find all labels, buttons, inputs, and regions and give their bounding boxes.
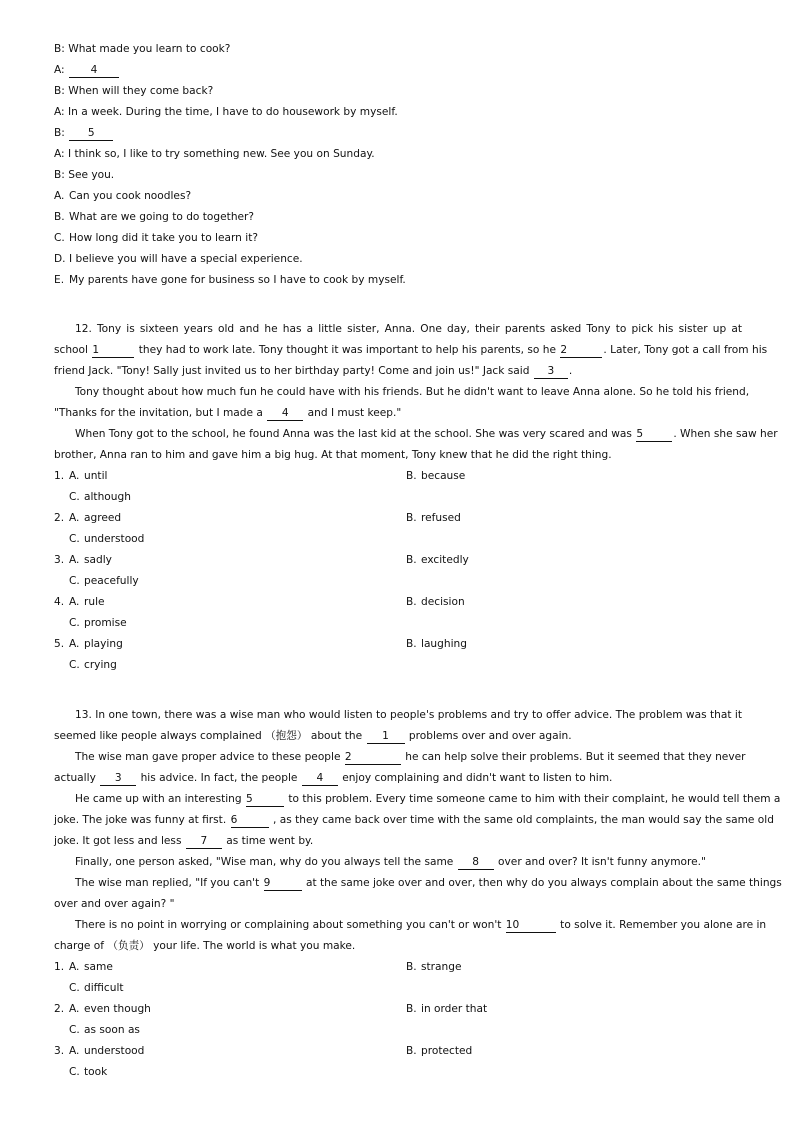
answer-blank[interactable]: 3 [100,772,136,786]
option-c[interactable]: C. although [69,491,131,503]
dialogue-text: What made you learn to cook? [68,43,231,55]
option-c[interactable]: C. difficult [69,982,124,994]
answer-blank[interactable]: 5 [69,127,113,141]
option-letter: E. [54,274,65,286]
answer-blank[interactable]: 6 [231,814,269,828]
option-text: How long did it take you to learn it? [69,232,258,244]
dialogue-line [54,105,398,119]
dialogue-line [54,63,120,78]
dialogue-text: See you. [68,169,115,181]
option-letter: A. [54,190,65,202]
passage-line: Tony thought about how much fun he could have with his friends. But he didn't want to leave Anna alone. So he told his friend, [75,386,750,398]
dialogue-line [54,168,114,182]
option-c[interactable]: C. understood [69,533,145,545]
option-b[interactable]: B. because [406,470,466,482]
option-letter: D. [54,253,66,265]
passage-line: Finally, one person asked, "Wise man, why do you always tell the same 8 over and over? It isn't funny anymore." [75,856,706,868]
answer-blank[interactable]: 1 [92,344,134,358]
dialogue-option[interactable] [54,231,258,245]
passage-line: seemed like people always complained （抱怨） about the 1 problems over and over again. [54,730,572,742]
passage-line: brother, Anna ran to him and gave him a big hug. At that moment, Tony knew that he did the right thing. [54,449,612,461]
option-b[interactable]: B. laughing [406,638,467,650]
passage-line: joke. It got less and less 7 as time went by. [54,835,314,847]
option-letter: C. [54,232,65,244]
speaker: B: [54,43,65,55]
option-b[interactable]: B. decision [406,596,465,608]
option-b[interactable]: B. protected [406,1045,473,1057]
passage-line: over and over again? " [54,898,175,910]
option-a[interactable]: 3. A. understood [54,1045,145,1057]
passage-line: He came up with an interesting 5 to this problem. Every time someone came to him with their complaint, he would tell them a [75,793,781,805]
option-c[interactable]: C. promise [69,617,127,629]
option-text: My parents have gone for business so I have to cook by myself. [69,274,406,286]
option-a[interactable]: 3. A. sadly [54,554,112,566]
dialogue-text: When will they come back? [68,85,214,97]
answer-blank[interactable]: 5 [246,793,284,807]
answer-blank[interactable]: 4 [69,64,119,78]
passage-line: 12. Tony is sixteen years old and he has a little sister, Anna. One day, their parents asked Tony to pick his sister up at [75,323,742,335]
answer-blank[interactable]: 3 [534,365,568,379]
option-c[interactable]: C. took [69,1066,108,1078]
option-text: Can you cook noodles? [69,190,192,202]
passage-line: There is no point in worrying or complaining about something you can't or won't 10 to solve it. Remember you alone are in [75,919,767,931]
speaker: A: [54,106,65,118]
option-b[interactable]: B. in order that [406,1003,488,1015]
answer-blank[interactable]: 10 [506,919,556,933]
option-b[interactable]: B. excitedly [406,554,469,566]
answer-blank[interactable]: 2 [560,344,602,358]
answer-blank[interactable]: 4 [302,772,338,786]
passage-line: actually 3 his advice. In fact, the people 4 enjoy complaining and didn't want to listen to him. [54,772,613,784]
option-letter: B. [54,211,65,223]
dialogue-option[interactable] [54,252,303,266]
dialogue-option[interactable] [54,189,191,203]
speaker: B: [54,169,65,181]
option-a[interactable]: 5. A. playing [54,638,123,650]
dialogue-option[interactable] [54,210,254,224]
option-c[interactable]: C. as soon as [69,1024,140,1036]
speaker: A: [54,148,65,160]
passage-line: joke. The joke was funny at first. 6 , as they came back over time with the same old complaints, the man would say the same old [54,814,774,826]
option-a[interactable]: 2. A. agreed [54,512,122,524]
passage-line: friend Jack. "Tony! Sally just invited us to her birthday party! Come and join us!" Jack said 3 . [54,365,573,377]
passage-line: school 1 they had to work late. Tony thought it was important to help his parents, so he 2 . Later, Tony got a call from his [54,344,768,356]
passage-line: The wise man gave proper advice to these people 2 he can help solve their problems. But it seemed that they never [75,751,746,763]
dialogue-text: I think so, I like to try something new. See you on Sunday. [68,148,375,160]
answer-blank[interactable]: 7 [186,835,222,849]
option-b[interactable]: B. refused [406,512,461,524]
passage-line: 13. In one town, there was a wise man who would listen to people's problems and try to offer advice. The problem was that it [75,709,742,721]
option-text: I believe you will have a special experience. [69,253,303,265]
option-b[interactable]: B. strange [406,961,462,973]
dialogue-line [54,126,114,141]
answer-blank[interactable]: 1 [367,730,405,744]
option-a[interactable]: 1. A. until [54,470,108,482]
answer-blank[interactable]: 8 [458,856,494,870]
dialogue-line [54,147,375,161]
answer-blank[interactable]: 4 [267,407,303,421]
speaker: B: [54,127,65,139]
speaker: A: [54,64,65,76]
passage-line: "Thanks for the invitation, but I made a 4 and I must keep." [54,407,402,419]
dialogue-option[interactable] [54,273,406,287]
answer-blank[interactable]: 2 [345,751,401,765]
dialogue-line [54,42,230,56]
speaker: B: [54,85,65,97]
option-a[interactable]: 4. A. rule [54,596,105,608]
passage-line: When Tony got to the school, he found Anna was the last kid at the school. She was very scared and was 5 . When she saw her [75,428,778,440]
option-c[interactable]: C. peacefully [69,575,139,587]
passage-line: charge of （负责） your life. The world is what you make. [54,940,356,952]
option-a[interactable]: 2. A. even though [54,1003,151,1015]
answer-blank[interactable]: 9 [264,877,302,891]
option-c[interactable]: C. crying [69,659,117,671]
dialogue-text: In a week. During the time, I have to do housework by myself. [68,106,398,118]
answer-blank[interactable]: 5 [636,428,672,442]
option-text: What are we going to do together? [69,211,255,223]
passage-line: The wise man replied, "If you can't 9 at the same joke over and over, then why do you always complain about the same things [75,877,782,889]
dialogue-line [54,84,213,98]
option-a[interactable]: 1. A. same [54,961,113,973]
